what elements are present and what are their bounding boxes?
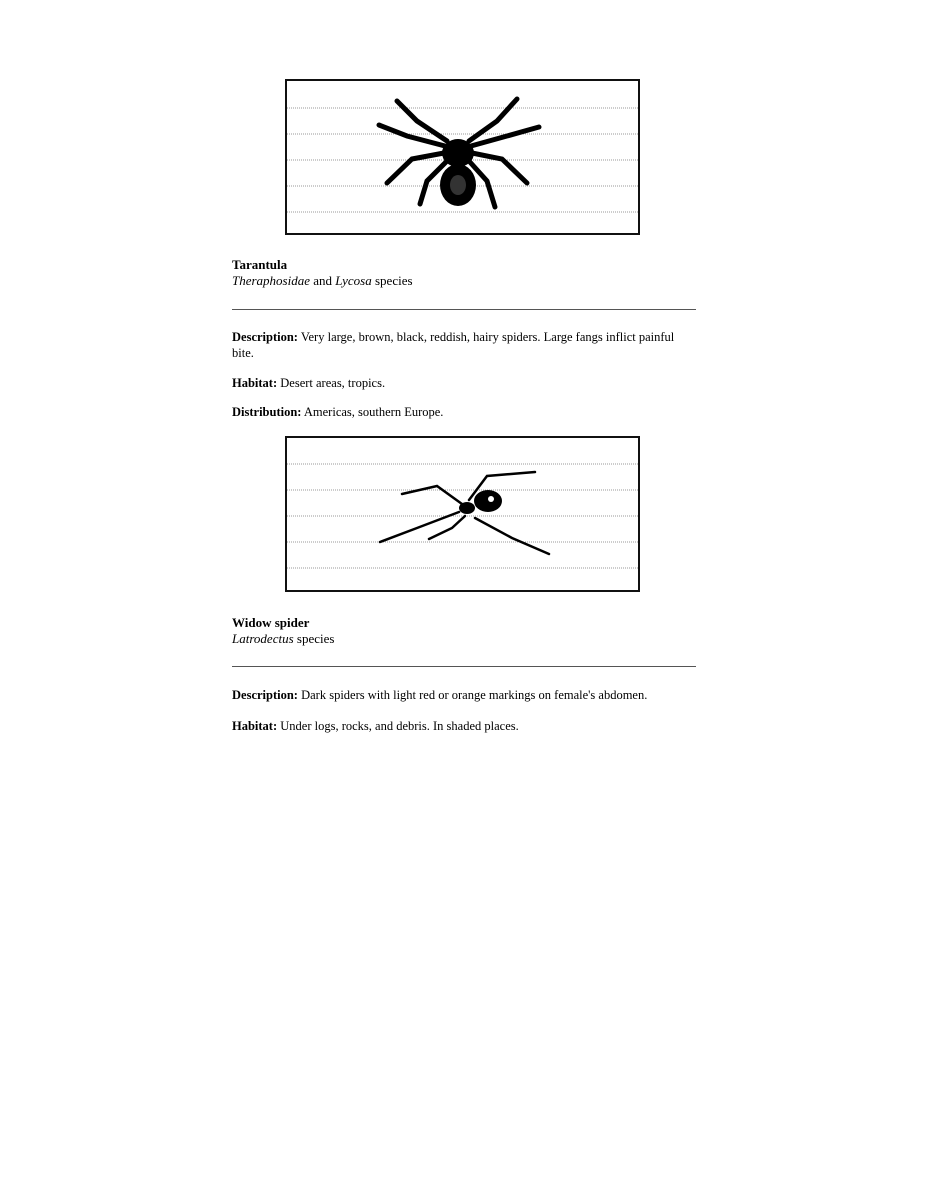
scientific-name: Latrodectus species [232,631,335,646]
description-text: Description: Very large, brown, black, reddish, hairy spiders. Large fangs inflict painful bite. [232,330,675,360]
widow-spider-caption [232,615,334,647]
habitat-text: Habitat: Desert areas, tropics. [232,376,386,390]
widow-spider-illustration [285,436,640,592]
scientific-name: Theraphosidae and Lycosa species [232,273,413,288]
species-name: Widow spider [232,615,310,630]
tarantula-illustration [285,79,640,235]
description-text: Description: Dark spiders with light red or orange markings on female's abdomen. [232,688,648,702]
section-divider [232,309,696,310]
distribution-text: Distribution: Americas, southern Europe. [232,405,444,419]
section-divider [232,666,696,667]
species-name: Tarantula [232,257,288,272]
tarantula-caption [232,257,413,289]
habitat-text: Habitat: Under logs, rocks, and debris. In shaded places. [232,719,519,733]
